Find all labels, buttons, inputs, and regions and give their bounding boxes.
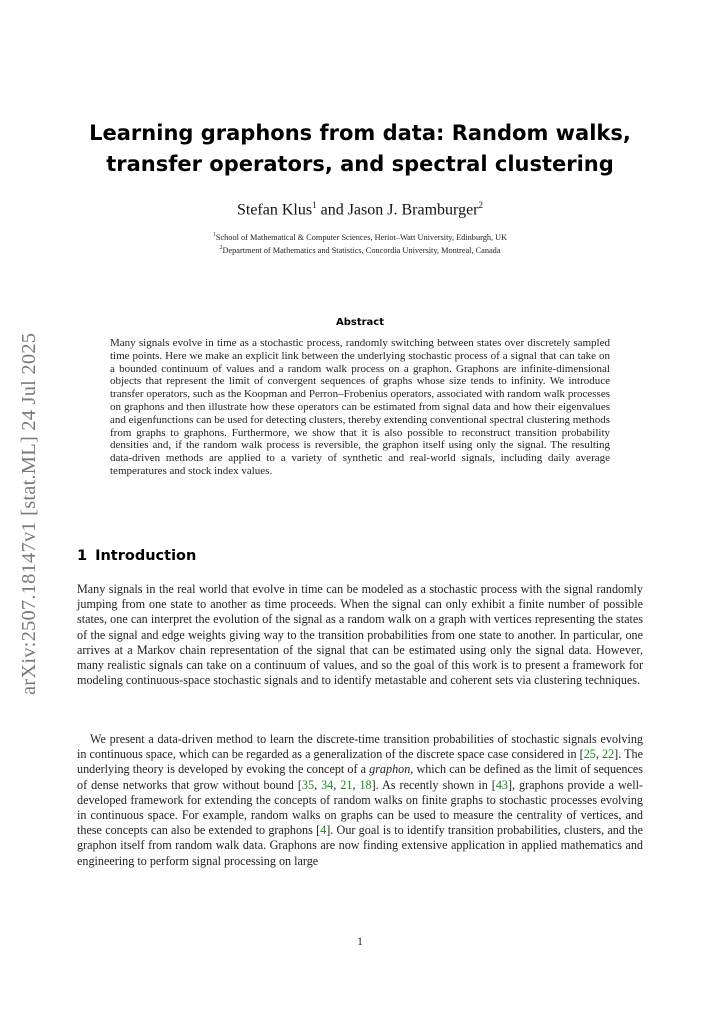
- citation-separator: ,: [333, 777, 341, 792]
- paragraph-text: ]. As recently shown in [: [371, 777, 496, 792]
- section-title: Introduction: [95, 548, 197, 564]
- paragraph-text: ], graphons provide a well-developed framework for extending the concepts of random walks on finite graphs to stochastic processes evolving in continuous space. For example, random walks on graphs can be used to measure the centrality of vertices, and these concepts can also be extended to graphons [: [77, 777, 643, 838]
- citation-link[interactable]: 21: [340, 777, 353, 792]
- paper-title: [70, 118, 650, 180]
- author-separator: and: [316, 201, 348, 219]
- affiliation-mark: 2: [219, 244, 223, 251]
- citation-separator: ,: [314, 777, 322, 792]
- paragraph-text: , which can be defined as the limit of sequences of dense networks that grow without bound [: [77, 762, 643, 792]
- abstract-heading: Abstract: [335, 317, 385, 328]
- citation-separator: ,: [352, 777, 360, 792]
- citation-link[interactable]: 34: [321, 777, 334, 792]
- section-heading-introduction: [77, 548, 477, 564]
- affiliation-line: [70, 230, 650, 243]
- affiliation-text: School of Mathematical & Computer Sciences, Heriot–Watt University, Edinburgh, UK: [215, 232, 508, 242]
- page-number: 1: [357, 936, 363, 948]
- citation-link[interactable]: 25: [583, 747, 596, 762]
- author-name: Stefan Klus: [236, 201, 313, 219]
- author-list: [70, 200, 650, 219]
- citation-link[interactable]: 18: [359, 777, 372, 792]
- abstract-text: Many signals evolve in time as a stochastic process, randomly switching between states over discretely sampled time points. Here we make an explicit link between the underlying stochastic process of a signal that can take on a bounded continuum of values and a random walk process on a graphon. Graphons are infinite-dimensional objects that represent the limit of convergent sequences of graphs whose size tends to infinity. We introduce transfer operators, such as the Koopman and Perron–Frobenius operators, associated with random walk processes on graphons and then illustrate how these operators can be estimated from signal data and how their eigenvalues and eigenfunctions can be used for detecting clusters, thereby extending conventional spectral clustering methods from graphs to graphons. Furthermore, we show that it is also possible to reconstruct transition probability densities and, if the random walk process is reversible, the graphon itself using only the signal. The resulting data-driven methods are applied to a variety of synthetic and real-world signals, including daily average temperatures and stock index values.: [110, 337, 610, 477]
- section-number: 1: [77, 548, 88, 564]
- citation-link[interactable]: 22: [602, 747, 615, 762]
- paragraph-text: ]. The underlying theory is developed by evoking the concept of a: [77, 747, 643, 777]
- paragraph-text: ]. Our goal is to identify transition probabilities, clusters, and the graphon itself from random walk data. Graphons are now finding extensive application in applied mathematics and engineering to perform signal processing on large: [77, 823, 643, 868]
- paragraph: [77, 732, 643, 869]
- author-name: Jason J. Bramburger: [347, 201, 479, 219]
- citation-link[interactable]: 4: [320, 823, 327, 838]
- affiliations: [70, 230, 650, 256]
- affiliation-line: [70, 243, 650, 256]
- citation-link[interactable]: 43: [495, 777, 508, 792]
- paragraph-text: We present a data-driven method to learn the discrete-time transition probabilities of stochastic signals evolving in continuous space, which can be regarded as a generalization of the discrete space case considered in [: [77, 732, 643, 762]
- title-line-2: transfer operators, and spectral clustering: [106, 152, 614, 176]
- author-affiliation-mark: 2: [478, 200, 483, 210]
- arxiv-identifier-sidebar: arXiv:2507.18147v1 [stat.ML] 24 Jul 2025: [18, 332, 40, 695]
- title-line-1: Learning graphons from data: Random walks,: [89, 121, 631, 145]
- citation-link[interactable]: 35: [301, 777, 315, 792]
- affiliation-mark: 1: [212, 232, 216, 238]
- author-affiliation-mark: 1: [312, 200, 317, 210]
- paragraph: Many signals in the real world that evolve in time can be modeled as a stochastic process with the signal randomly jumping from one state to another as time proceeds. When the signal can only exhibit a finite number of possible states, one can interpret the evolution of the signal as a random walk on a graph with vertices representing the states of the signal and edge weights giving way to the transition probabilities from one state to another. In particular, one arrives at a Markov chain representation of the signal that can be estimated using only the signal data. However, many realistic signals can take on a continuum of values, and so the goal of this work is to present a framework for modeling continuous-space stochastic signals and to identify metastable and coherent sets via clustering techniques.: [77, 582, 643, 688]
- affiliation-text: Department of Mathematics and Statistics, Concordia University, Montreal, Canada: [222, 245, 501, 255]
- emphasized-term: graphon: [369, 762, 411, 777]
- citation-separator: ,: [595, 747, 603, 762]
